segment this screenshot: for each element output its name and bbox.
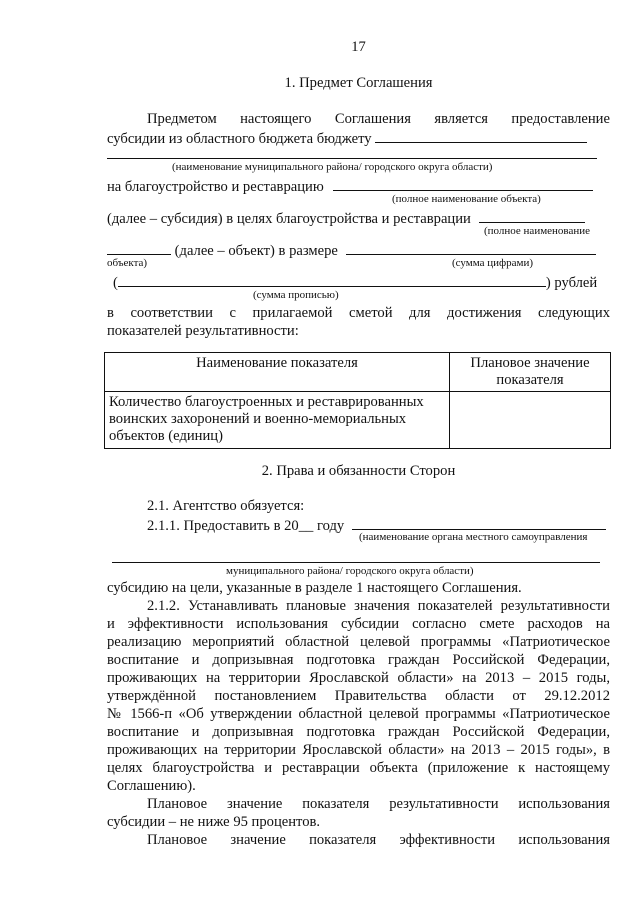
table-cell-indicator: Количество благоустроенных и реставрированных воинских захоронений и военно-мемориальных объектов (единиц) (105, 392, 450, 449)
table-header-row (105, 353, 611, 392)
caption-org-2: муниципального района/ городского округа области) (226, 565, 474, 577)
caption-municipality: (наименование муниципального района/ городского округа области) (172, 161, 493, 173)
clause-2-1: 2.1. Агентство обязуется: (147, 498, 305, 514)
caption-sum-digits: (сумма цифрами) (452, 257, 534, 269)
caption-sum-words: (сумма прописью) (253, 289, 339, 301)
table-header-cell: Плановое значение показателя (450, 353, 611, 392)
section-1-line-6: (далее – субсидия) в целях благоустройства и реставрации (107, 208, 610, 228)
clause-2-1-2-line: № 1566-п «Об утверждении областной целевой программы «Патриотическое (107, 706, 610, 722)
planned-value-line: субсидии – не ниже 95 процентов. (107, 814, 321, 830)
table-cell-value (450, 392, 611, 449)
clause-2-1-1: 2.1.1. Предоставить в 20__ году (147, 515, 610, 535)
blank-line-amount-digits (346, 240, 596, 255)
clause-2-1-2-line: утверждённой постановлением Правительства области от 29.12.2012 (107, 688, 610, 704)
clause-2-1-2-line: воспитание и допризывная подготовка граждан Российской Федерации, (107, 724, 610, 740)
clause-2-1-2-line: воспитание и допризывная подготовка граждан Российской Федерации, (107, 652, 610, 668)
blank-line-org (352, 515, 606, 530)
blank-line-name-cont (107, 240, 171, 255)
clause-2-1-2-line: реализацию мероприятий областной целевой программы «Патриотическое (107, 634, 610, 650)
subsidy-line: субсидию на цели, указанные в разделе 1 настоящего Соглашения. (107, 580, 522, 596)
clause-2-1-2-line: и эффективности использования субсидии согласно смете расходов на (107, 616, 610, 632)
table-row (105, 392, 611, 449)
blank-line-purpose (479, 208, 585, 223)
blank-line-object (333, 176, 593, 191)
blank-line-amount-words (118, 272, 546, 287)
clause-2-1-2-line: 2.1.2. Устанавливать плановые значения показателей результативности (147, 598, 610, 614)
section-1-line-11: в соответствии с прилагаемой сметой для достижения следующих (107, 305, 611, 321)
page-number: 17 (351, 39, 366, 55)
indicators-table (104, 352, 611, 449)
caption-org: (наименование органа местного самоуправления (359, 531, 588, 543)
section-1-line-10: ( ) рублей (113, 272, 610, 292)
section-2-heading: 2. Права и обязанности Сторон (261, 463, 456, 479)
blank-line-budget (375, 128, 587, 143)
section-1-line-1: Предметом настоящего Соглашения является предоставление (147, 111, 610, 127)
section-1-heading: 1. Предмет Соглашения (284, 75, 433, 91)
section-1-line-4: на благоустройство и реставрацию (107, 176, 610, 196)
section-1-line-2: субсидии из областного бюджета бюджету (107, 128, 610, 148)
planned-value-line: Плановое значение показателя результативности использования (147, 796, 610, 812)
table-header-cell: Наименование показателя (105, 353, 450, 392)
caption-full-name: (полное наименование (484, 225, 591, 237)
planned-efficiency-line: Плановое значение показателя эффективности использования (147, 832, 610, 848)
clause-2-1-2-line: проживающих на территории Ярославской области» на 2013 – 2015 годы, (107, 670, 610, 686)
clause-2-1-2-line: проживающих на территории Ярославской области» на 2013 – 2015 годы», в (107, 742, 610, 758)
caption-object-full: (полное наименование объекта) (392, 193, 541, 205)
caption-object: объекта) (107, 257, 148, 269)
clause-2-1-2-line: Соглашению). (107, 778, 196, 794)
section-1-line-12: показателей результативности: (107, 323, 299, 339)
clause-2-1-2-line: целях благоустройства и реставрации объекта (приложение к настоящему (107, 760, 610, 776)
section-1-line-8: (далее – объект) в размере (107, 240, 610, 260)
